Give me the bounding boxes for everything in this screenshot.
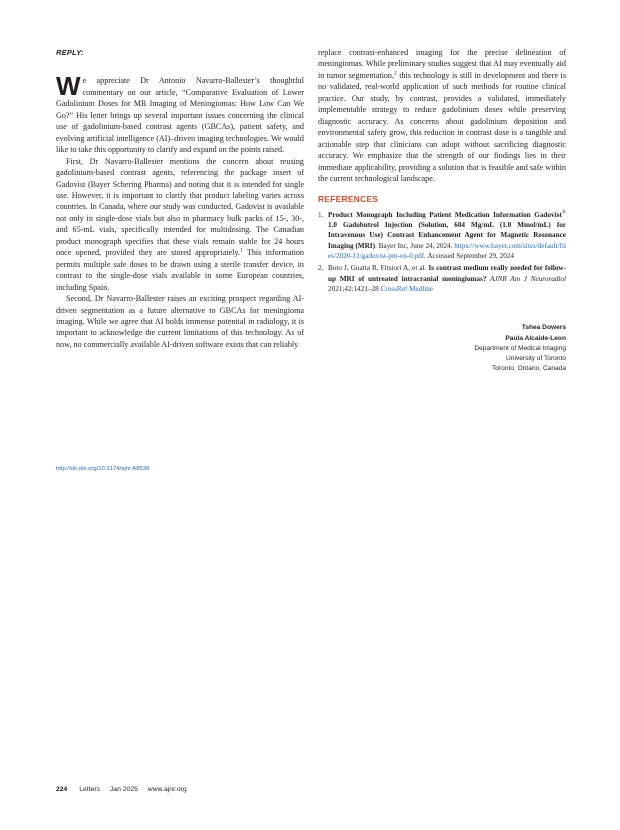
reference-item	[318, 263, 566, 294]
reference-body	[328, 263, 566, 294]
intro-text: e appreciate Dr Antonio Navarro-Ballester’s thoughtful commentary on our article, “Comparative Evaluation of Lower Gadolinium Doses for MR Imaging of Meningiomas: How Low Can We Go?” His letter brings up several important issues concerning the clinical use of gadolinium-based contrast agents (GBCAs), patient safety, and evolving artificial intelligence (AI)–driven imaging technologies. We would like to take this opportunity to clarify and expand on the points raised.	[56, 76, 304, 155]
doi-link[interactable]: http://dx.doi.org/10.3174/ajnr.A8538	[56, 466, 150, 472]
author-name-2: Paula Alcaide-Leon	[505, 334, 566, 342]
signature-block	[318, 323, 566, 374]
paragraph-intro	[56, 71, 304, 155]
reference-authors: Boto J, Guatta R, Fitsiori A, et al.	[328, 264, 429, 273]
paragraph-ai: Second, Dr Navarro-Ballester raises an exciting prospect regarding AI-driven segmentation as a future alternative to GBCAs for meningioma imaging. While we agree that AI holds immense potential in radiology, it is important to acknowledge the current limitations of this technology. As of now, no commercially available AI-driven software exists that can reliably	[56, 294, 304, 349]
footer-section: Letters	[79, 786, 101, 793]
affiliation-location: Toronto, Ontario, Canada	[491, 365, 566, 373]
reference-item	[318, 210, 566, 261]
right-column	[318, 47, 566, 375]
page-number: 224	[56, 786, 68, 793]
page-footer	[56, 786, 187, 793]
reference-number: 1.	[318, 210, 324, 219]
reference-publisher: . Bayer Inc, June 24, 2024.	[374, 241, 455, 250]
paragraph-ai-continued	[318, 47, 566, 184]
crossref-link[interactable]: CrossRef	[380, 284, 408, 293]
reference-title-b: 1.0 Gadobutrol Injection (Solution, 604 Mg/mL (1.0 Mmol/mL) for Intravenous Use) Contrast Enhancement Agent for Magnetic Resonance Imaging (MRI)	[328, 221, 566, 250]
reference-journal: AJNR Am J Neuroradiol	[486, 274, 566, 283]
footer-website[interactable]: www.ajnr.org	[147, 786, 187, 793]
paragraph-multidose	[56, 156, 304, 293]
multidose-text-b: This information permits multiple safe doses to be drawn using a sterile transfer device, in contrast to the single-dose vials available in some European countries, including Spain.	[56, 248, 304, 292]
reference-accessed: . Accessed September 29, 2024	[424, 252, 514, 261]
reference-title-a: Product Monograph Including Patient Medication Information Gadovist	[328, 210, 562, 219]
citation-2[interactable]: 2	[394, 70, 397, 77]
reference-number: 2.	[318, 264, 324, 273]
ai-cont-text-b: this technology is still in development and there is no validated, real-world application of such methods for routine clinical practice. Our study, by contrast, provides a validated, immediately implementable strategy to reduce gadolinium doses while preserving diagnostic accuracy. As concerns about gadolinium deposition and environmental safety grow, this reduction in contrast dose is a tangible and actionable step that clinicians can adopt without sacrificing diagnostic accuracy. We emphasize that the strength of our findings lies in their immediate applicability, providing a solution that is feasible and safe within the current technological landscape.	[318, 70, 566, 183]
affiliation-university: University of Toronto	[506, 355, 566, 363]
ai-cont-text-a: replace contrast-enhanced imaging for the precise delineation of meningiomas. While preliminary studies suggest that AI may eventually aid in tumor segmentation,	[318, 48, 566, 80]
reference-citation: 2021;42:1421–28	[328, 284, 381, 293]
affiliation-department: Department of Medical Imaging	[474, 344, 566, 352]
author-name-1: Tshea Dowers	[521, 324, 566, 332]
reply-label: REPLY:	[56, 48, 84, 57]
drop-cap: W	[56, 71, 81, 102]
citation-1[interactable]: 1	[240, 247, 243, 254]
reference-body	[328, 210, 566, 261]
registered-mark: ®	[561, 209, 566, 216]
multidose-text-a: First, Dr Navarro-Ballester mentions the concern about reusing gadolinium-based contrast agents, referencing the package insert of Gadovist (Bayer Schering Pharma) and noting that it is intended for single use. However, it is important to clarify that product labeling varies across countries. In Canada, where our study was conducted, Gadovist is available not only in single-dose vials but also in pharmacy bulk packs of 15-, 30-, and 65-mL vials, specifically intended for multidosing. The Canadian product monograph specifies that these vials remain stable for 24 hours once opened, provided they are stored appropriately.	[56, 156, 304, 258]
left-column	[56, 47, 304, 350]
reference-url-link[interactable]: https://www.bayer.com/sites/default/files/2020-11/gadovist-pm-en-0.pdf	[328, 241, 567, 261]
footer-date: Jan 2025	[109, 786, 138, 793]
reference-title: Is contrast medium really needed for follow-up MRI of untreated intracranial meningiomas?	[328, 264, 566, 283]
references-heading: REFERENCES	[318, 194, 379, 205]
medline-link[interactable]: Medline	[409, 284, 434, 293]
